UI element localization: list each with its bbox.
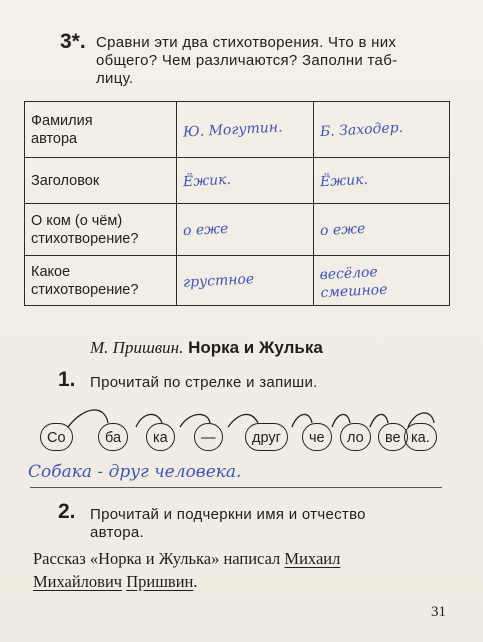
- row-label: Заголовок: [25, 158, 177, 204]
- task-2-line-1: Прочитай и подчеркни имя и отчество: [90, 506, 366, 523]
- answer-cell-a[interactable]: Ю. Могутин.: [177, 102, 314, 158]
- task-3-line-2: общего? Чем различаются? Заполни таб-: [96, 52, 398, 69]
- table-row: [25, 204, 450, 256]
- author-first-name[interactable]: Михаил: [284, 549, 341, 568]
- page-number: 31: [431, 604, 446, 620]
- task-2-instruction: [90, 506, 366, 542]
- syllable-bubble: ка: [146, 423, 175, 451]
- story-heading: [90, 338, 323, 358]
- answer-cell-b[interactable]: Ёжик.: [313, 158, 449, 204]
- row-label: Фамилия автора: [25, 102, 177, 158]
- syllable-bubble: Со: [40, 423, 73, 451]
- sentence-text: Рассказ «Норка и Жулька» написал: [33, 549, 285, 568]
- task-1-answer[interactable]: Собака - друг человека.: [28, 462, 242, 482]
- syllable-bubble: че: [302, 423, 332, 451]
- syllable-bubble: ба: [98, 423, 128, 451]
- answer-cell-b[interactable]: Б. Заходер.: [313, 102, 449, 158]
- task-3-number: 3*.: [60, 30, 86, 53]
- story-author: М. Пришвин.: [90, 338, 184, 357]
- syllable-bubble: —: [194, 423, 223, 451]
- task-3-line-1: Сравни эти два стихотворения. Что в них: [96, 34, 397, 51]
- task-1-number: 1.: [58, 368, 76, 391]
- answer-cell-a[interactable]: о еже: [177, 204, 314, 256]
- answer-cell-b[interactable]: о еже: [313, 204, 449, 256]
- sentence-period: .: [193, 572, 198, 591]
- syllable-chain: [40, 405, 440, 465]
- comparison-table: [24, 101, 450, 306]
- task-2-line-2: автора.: [90, 524, 144, 541]
- story-title: Норка и Жулька: [188, 338, 323, 357]
- answer-cell-a[interactable]: грустное: [177, 256, 314, 306]
- author-surname: Пришвин: [126, 572, 194, 591]
- syllable-bubble: ло: [340, 423, 371, 451]
- answer-cell-b[interactable]: весёлое смешное: [313, 256, 449, 306]
- task-3-instruction: [96, 34, 397, 88]
- task-2-number: 2.: [58, 500, 76, 523]
- table-row: [25, 102, 450, 158]
- syllable-bubble: ве: [378, 423, 408, 451]
- answer-cell-a[interactable]: Ёжик.: [177, 158, 314, 204]
- task-3-line-3: лицу.: [96, 70, 134, 87]
- row-label: Какое стихотворение?: [25, 256, 177, 306]
- syllable-bubble: ка.: [404, 423, 437, 451]
- task-1-instruction: Прочитай по стрелке и запиши.: [90, 374, 318, 391]
- fill-sentence: [33, 547, 453, 593]
- answer-rule: [30, 487, 442, 488]
- row-label: О ком (о чём) стихотворение?: [25, 204, 177, 256]
- table-row: [25, 158, 450, 204]
- author-patronymic[interactable]: Михайлович: [33, 572, 123, 591]
- table-row: [25, 256, 450, 306]
- syllable-bubble: друг: [245, 423, 288, 451]
